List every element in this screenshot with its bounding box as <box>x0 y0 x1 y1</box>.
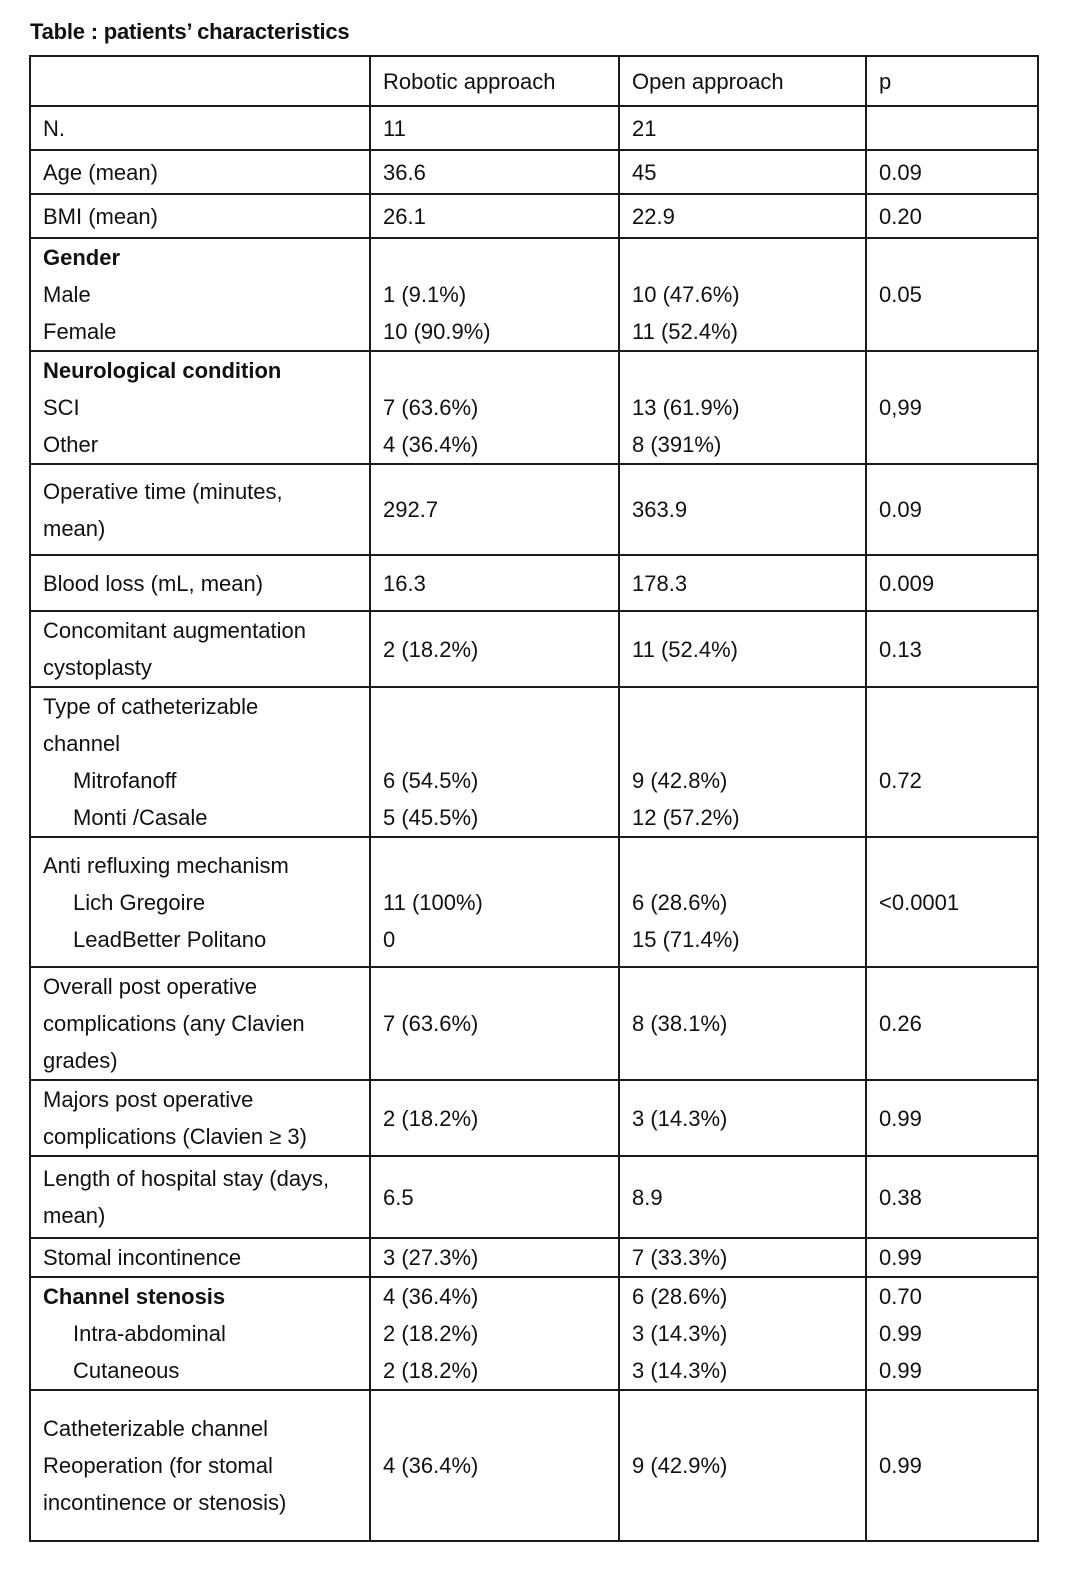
row-label: Stomal incontinence <box>30 1238 370 1277</box>
row-label-line: complications (any Clavien <box>43 1011 305 1036</box>
header-cell-empty <box>30 56 370 106</box>
p-value: 0.72 <box>879 768 922 793</box>
open-value: 9 (42.9%) <box>619 1390 866 1541</box>
row-label-line: mean) <box>43 1203 106 1228</box>
p-cell <box>866 837 1038 967</box>
robotic-value: 0 <box>383 926 396 952</box>
p-value: 0.70 <box>879 1284 922 1309</box>
open-value: 3 (14.3%) <box>632 1321 728 1346</box>
p-value: 0.13 <box>866 611 1038 687</box>
sub-label: Male <box>43 282 91 307</box>
table-row-gender <box>30 238 1038 351</box>
row-label-line: Majors post operative <box>43 1087 254 1112</box>
table-row-reoperation <box>30 1390 1038 1541</box>
robotic-value: 2 (18.2%) <box>383 1321 479 1346</box>
open-cell <box>619 351 866 464</box>
open-value: 8 (391%) <box>632 432 722 457</box>
header-row <box>30 56 1038 106</box>
open-value: 45 <box>619 150 866 194</box>
open-value: 8.9 <box>619 1156 866 1238</box>
open-value: 6 (28.6%) <box>632 1284 728 1309</box>
p-value: 0.09 <box>866 150 1038 194</box>
sub-label: Monti /Casale <box>73 805 208 830</box>
row-label-cell <box>30 238 370 351</box>
sub-label: Mitrofanoff <box>73 768 177 793</box>
p-value: 0.009 <box>866 555 1038 611</box>
p-value: 0.99 <box>866 1080 1038 1156</box>
row-label-cell <box>30 837 370 967</box>
row-label-line: Concomitant augmentation <box>43 618 306 643</box>
sub-label: Lich Gregoire <box>73 889 206 915</box>
table-row-augmentation <box>30 611 1038 687</box>
table-row-channel-stenosis <box>30 1277 1038 1390</box>
robotic-value: 36.6 <box>370 150 619 194</box>
open-value: 22.9 <box>619 194 866 238</box>
table-row-operative-time <box>30 464 1038 555</box>
open-value: 12 (57.2%) <box>632 805 740 830</box>
open-value: 363.9 <box>619 464 866 555</box>
sub-label: SCI <box>43 395 80 420</box>
table-row-blood-loss <box>30 555 1038 611</box>
row-label-line: mean) <box>43 515 106 541</box>
open-value: 13 (61.9%) <box>632 395 740 420</box>
open-value: 6 (28.6%) <box>632 889 728 915</box>
robotic-value: 1 (9.1%) <box>383 282 467 307</box>
row-label-line: Reoperation (for stomal <box>43 1453 273 1478</box>
row-label-line: Operative time (minutes, <box>43 478 283 504</box>
row-label: N. <box>30 106 370 150</box>
open-value: 10 (47.6%) <box>632 282 740 307</box>
robotic-cell <box>370 351 619 464</box>
robotic-value: 292.7 <box>370 464 619 555</box>
table-row-channel-type <box>30 687 1038 837</box>
robotic-value: 2 (18.2%) <box>370 611 619 687</box>
table-caption: Table : patients’ characteristics <box>30 19 350 44</box>
header-cell-p: p <box>866 56 1038 106</box>
row-heading: Channel stenosis <box>43 1284 226 1309</box>
row-heading-line: Type of catheterizable <box>43 694 259 719</box>
row-label-cell <box>30 1390 370 1541</box>
p-cell <box>866 1277 1038 1390</box>
row-label-cell <box>30 1080 370 1156</box>
row-heading-line: channel <box>43 731 121 756</box>
sub-label: Intra-abdominal <box>73 1321 226 1346</box>
sub-label: Cutaneous <box>73 1358 180 1383</box>
row-label-cell <box>30 1156 370 1238</box>
table-row-anti-refluxing <box>30 837 1038 967</box>
open-value: 11 (52.4%) <box>619 611 866 687</box>
sub-label: Other <box>43 432 99 457</box>
table-row-bmi <box>30 194 1038 238</box>
robotic-value: 2 (18.2%) <box>383 1358 479 1383</box>
row-label-line: grades) <box>43 1048 118 1073</box>
robotic-value: 4 (36.4%) <box>370 1390 619 1541</box>
p-value: 0.99 <box>879 1321 922 1346</box>
table-row-length-of-stay <box>30 1156 1038 1238</box>
p-cell <box>866 351 1038 464</box>
open-value: 11 (52.4%) <box>632 319 738 344</box>
table-row-age <box>30 150 1038 194</box>
row-label-line: Overall post operative <box>43 974 257 999</box>
p-cell <box>866 687 1038 837</box>
table-row-n <box>30 106 1038 150</box>
p-value: <0.0001 <box>879 889 960 915</box>
open-cell <box>619 1277 866 1390</box>
robotic-value: 11 <box>370 106 619 150</box>
open-cell <box>619 837 866 967</box>
p-value: 0.99 <box>866 1238 1038 1277</box>
p-value: 0.99 <box>866 1390 1038 1541</box>
robotic-cell <box>370 837 619 967</box>
open-value: 3 (14.3%) <box>619 1080 866 1156</box>
row-label-cell <box>30 967 370 1080</box>
row-heading: Gender <box>43 245 121 270</box>
robotic-value: 4 (36.4%) <box>383 1284 479 1309</box>
robotic-cell <box>370 1277 619 1390</box>
table-row-stomal-incontinence <box>30 1238 1038 1277</box>
robotic-value: 10 (90.9%) <box>383 319 491 344</box>
open-cell <box>619 687 866 837</box>
p-value: 0.05 <box>879 282 922 307</box>
robotic-value: 26.1 <box>370 194 619 238</box>
table-row-neurological <box>30 351 1038 464</box>
robotic-cell <box>370 687 619 837</box>
p-value: 0.99 <box>879 1358 922 1383</box>
patients-characteristics-table <box>29 55 1039 1542</box>
p-value: 0.26 <box>866 967 1038 1080</box>
robotic-value: 3 (27.3%) <box>370 1238 619 1277</box>
row-heading: Anti refluxing mechanism <box>43 852 289 878</box>
open-value: 21 <box>619 106 866 150</box>
open-value: 8 (38.1%) <box>619 967 866 1080</box>
row-label: Blood loss (mL, mean) <box>30 555 370 611</box>
p-value: 0.38 <box>866 1156 1038 1238</box>
row-label-line: Length of hospital stay (days, <box>43 1166 330 1191</box>
header-cell-open: Open approach <box>619 56 866 106</box>
open-value: 7 (33.3%) <box>619 1238 866 1277</box>
p-value: 0,99 <box>879 395 922 420</box>
p-value <box>866 106 1038 150</box>
p-value: 0.09 <box>866 464 1038 555</box>
sub-label: LeadBetter Politano <box>73 926 267 952</box>
row-label-cell <box>30 464 370 555</box>
row-heading: Neurological condition <box>43 358 282 383</box>
robotic-value: 4 (36.4%) <box>383 432 479 457</box>
table-row-major-complications <box>30 1080 1038 1156</box>
row-label-line: incontinence or stenosis) <box>43 1490 287 1515</box>
robotic-value: 6 (54.5%) <box>383 768 479 793</box>
open-value: 3 (14.3%) <box>632 1358 728 1383</box>
row-label-cell <box>30 687 370 837</box>
sub-label: Female <box>43 319 117 344</box>
row-label-line: complications (Clavien ≥ 3) <box>43 1124 307 1149</box>
p-cell <box>866 238 1038 351</box>
robotic-value: 7 (63.6%) <box>383 395 479 420</box>
robotic-value: 6.5 <box>370 1156 619 1238</box>
robotic-value: 11 (100%) <box>383 889 483 915</box>
row-label-cell <box>30 351 370 464</box>
table-row-overall-complications <box>30 967 1038 1080</box>
row-label: Age (mean) <box>30 150 370 194</box>
robotic-cell <box>370 238 619 351</box>
p-value: 0.20 <box>866 194 1038 238</box>
robotic-value: 2 (18.2%) <box>370 1080 619 1156</box>
row-label: BMI (mean) <box>30 194 370 238</box>
robotic-value: 16.3 <box>370 555 619 611</box>
open-value: 15 (71.4%) <box>632 926 740 952</box>
robotic-value: 7 (63.6%) <box>370 967 619 1080</box>
row-label-cell <box>30 611 370 687</box>
open-value: 9 (42.8%) <box>632 768 728 793</box>
open-value: 178.3 <box>619 555 866 611</box>
robotic-value: 5 (45.5%) <box>383 805 479 830</box>
header-cell-robotic: Robotic approach <box>370 56 619 106</box>
open-cell <box>619 238 866 351</box>
row-label-cell <box>30 1277 370 1390</box>
row-label-line: Catheterizable channel <box>43 1416 269 1441</box>
row-label-line: cystoplasty <box>43 655 152 680</box>
